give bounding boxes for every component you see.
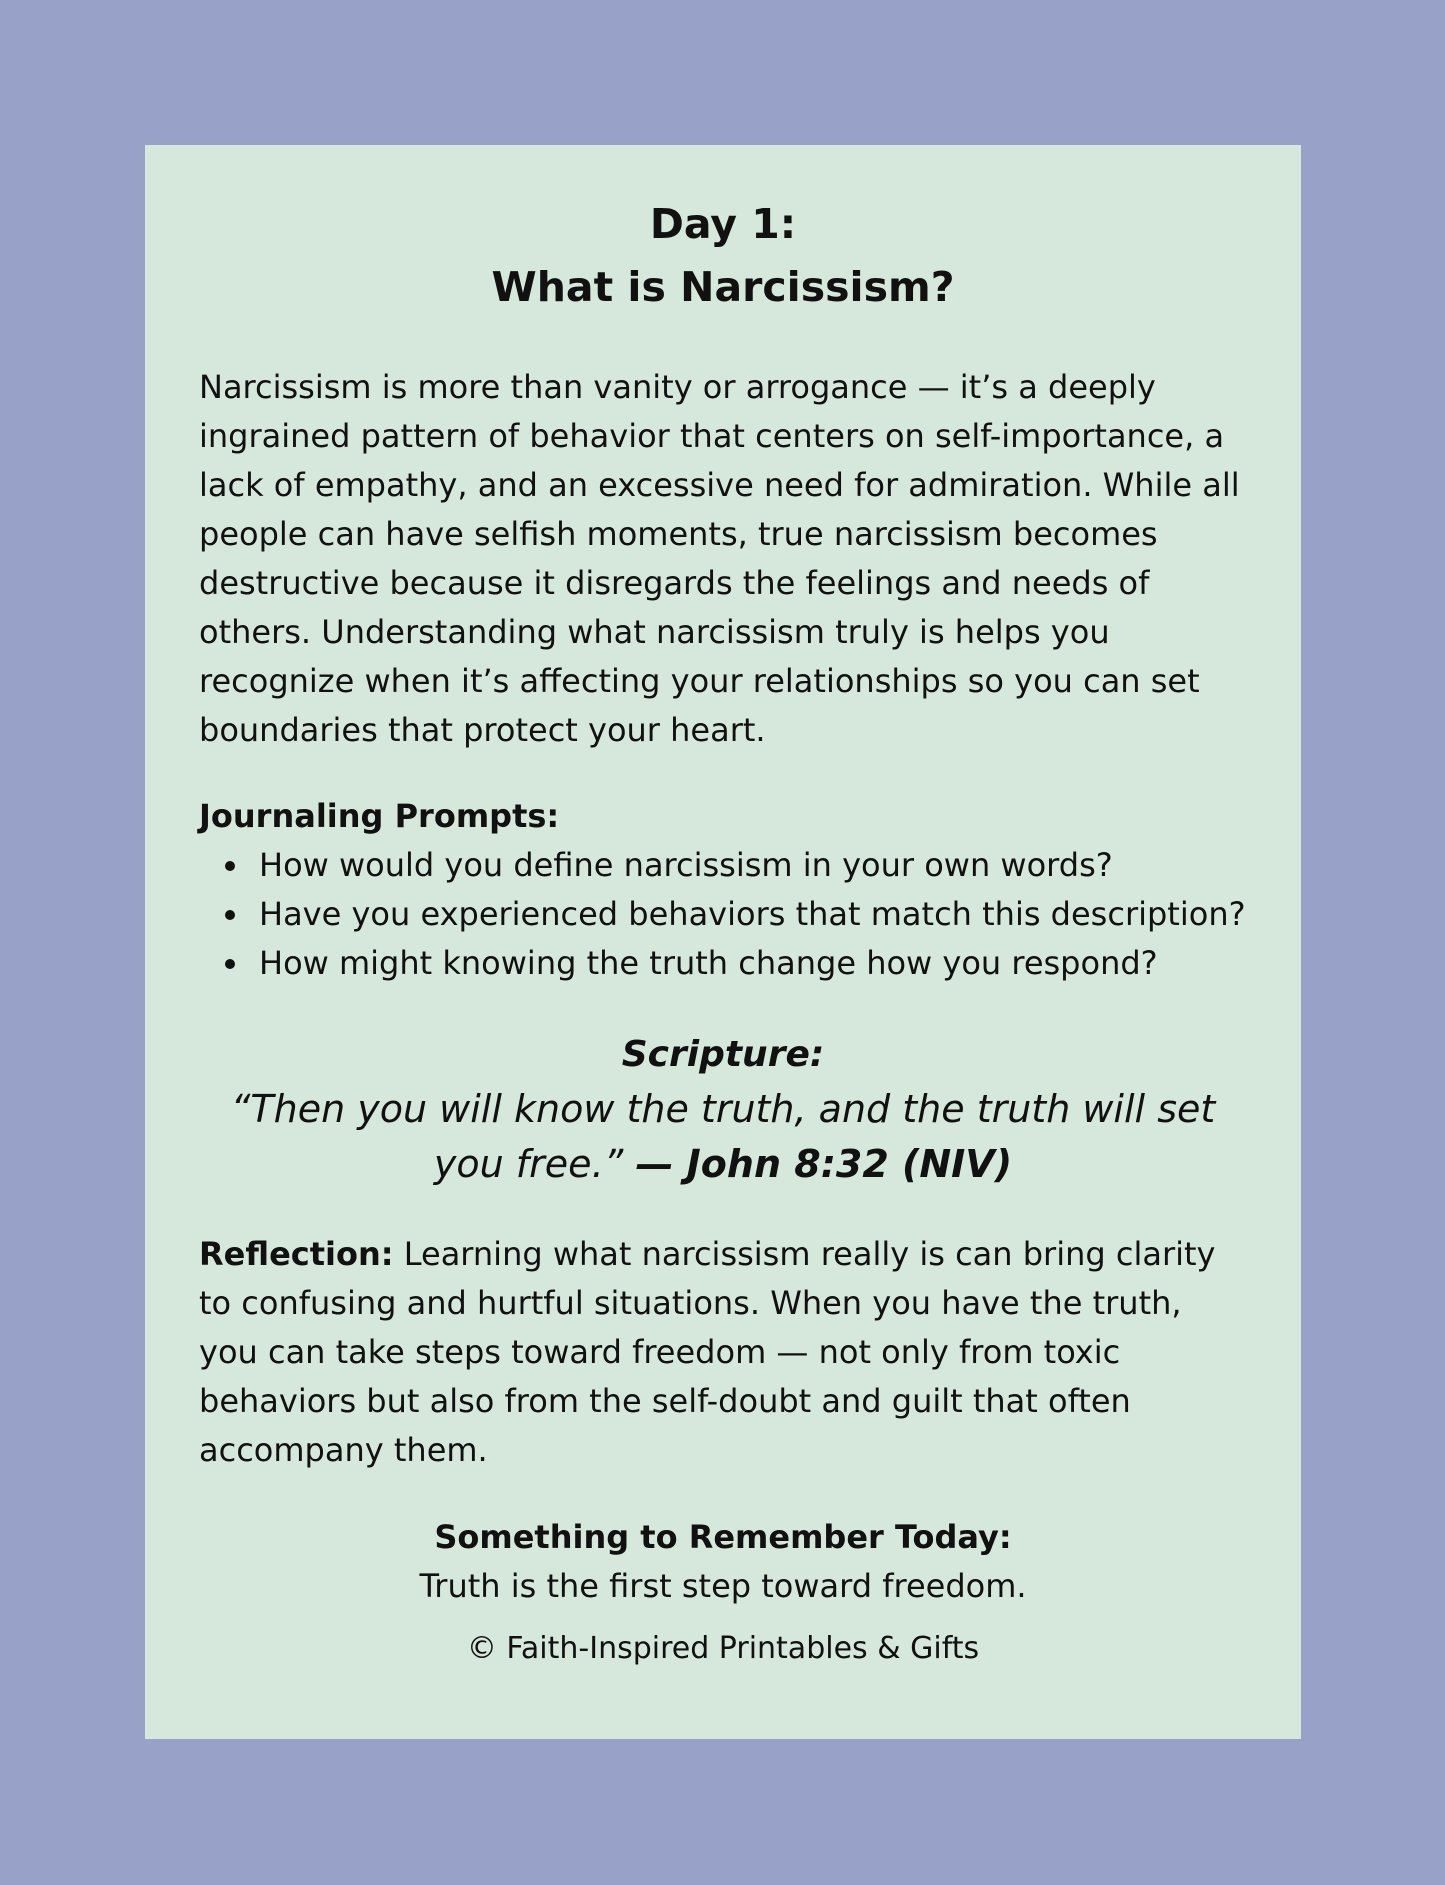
- reflection-paragraph: [199, 1230, 1247, 1475]
- scripture-verse: “Then you will know the truth, and the truth will set you free.”: [230, 1087, 1216, 1186]
- bullet-icon: [225, 959, 235, 969]
- prompt-text: How might knowing the truth change how you respond?: [259, 944, 1158, 982]
- bullet-icon: [225, 861, 235, 871]
- prompt-text: Have you experienced behaviors that match this description?: [259, 895, 1246, 933]
- reflection-label: Reflection:: [199, 1235, 394, 1273]
- scripture-heading: Scripture:: [621, 1034, 825, 1075]
- list-item: [259, 841, 1247, 890]
- title-topic: What is Narcissism?: [491, 263, 955, 311]
- remember-heading: Something to Remember Today:: [434, 1518, 1012, 1556]
- remember-section: [199, 1513, 1247, 1611]
- journaling-prompt-list: [199, 841, 1247, 988]
- intro-paragraph: Narcissism is more than vanity or arrogance — it’s a deeply ingrained pattern of behavior that centers on self-importance, a lack of empathy, and an excessive need for admiration. While all people can have selfish moments, true narcissism becomes destructive because it disregards the feelings and needs of others. Understanding what narcissism truly is helps you recognize when it’s affecting your relationships so you can set boundaries that protect your heart.: [199, 368, 1240, 749]
- reflection-text: Learning what narcissism really is can bring clarity to confusing and hurtful situations. When you have the truth, you can take steps toward freedom — not only from toxic behaviors but also from the self-doubt and guilt that often accompany them.: [199, 1235, 1216, 1469]
- bullet-icon: [225, 910, 235, 920]
- copyright-notice: © Faith-Inspired Printables & Gifts: [466, 1631, 980, 1666]
- journaling-heading: Journaling Prompts:: [199, 797, 560, 835]
- scripture-reference: — John 8:32 (NIV): [635, 1142, 1013, 1186]
- scripture-section: [199, 1028, 1247, 1192]
- journaling-section: [199, 792, 1247, 988]
- remember-text: Truth is the first step toward freedom.: [419, 1567, 1027, 1605]
- list-item: [259, 939, 1247, 988]
- prompt-text: How would you define narcissism in your own words?: [259, 846, 1113, 884]
- page-title: [199, 193, 1247, 319]
- list-item: [259, 890, 1247, 939]
- scripture-quote: [199, 1082, 1247, 1192]
- content-card: [145, 145, 1301, 1739]
- title-day: Day 1:: [649, 200, 797, 248]
